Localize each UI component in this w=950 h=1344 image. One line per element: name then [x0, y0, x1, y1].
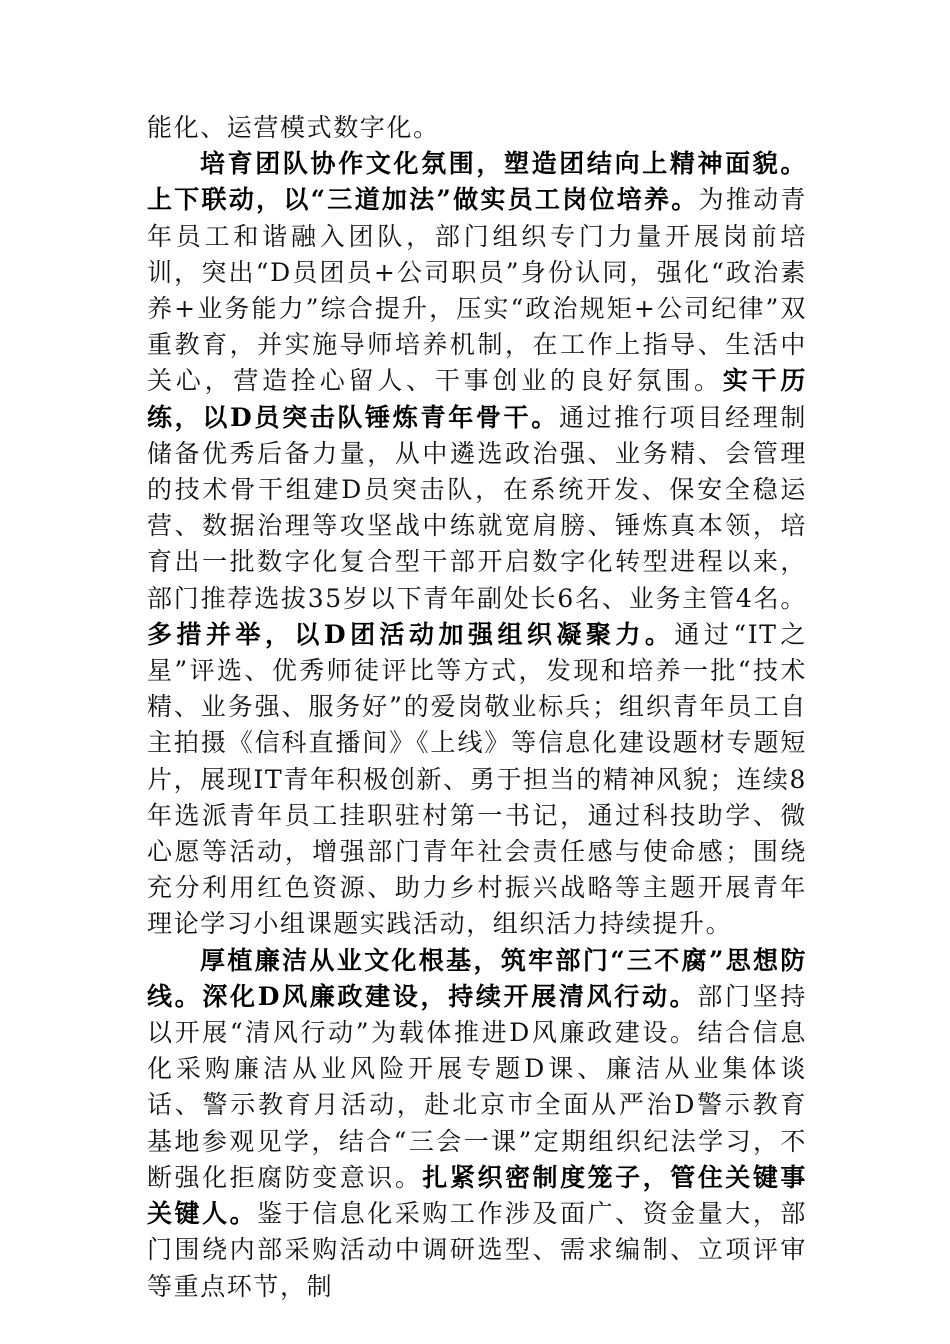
paragraph-integrity-culture: [147, 943, 807, 1305]
body-commando-team: 通过推行项目经理制储备优秀后备力量，从中遴选政治强、业务精、会管理的技术骨干组建D员突击队，在系统开发、保安全稳运营、数据治理等攻坚战中练就宽肩膀、锤炼真本领，培育出一批数字化复合型干部开启数字化转型进程以来，部门推荐选拔35岁以下青年副处长6名、业务主管4名。: [147, 402, 808, 613]
subheading-commando-team: 实干历练，以D员突击队锤炼青年骨干。: [147, 366, 807, 432]
paragraph-team-culture: [147, 146, 807, 942]
body-group-activities: 通过“IT之星”评选、优秀师徒评比等方式，发现和培养一批“技术精、业务强、服务好”的爱岗敬业标兵；组织青年员工自主拍摄《信科直播间》《上线》等信息化建设题材专题短片，展现IT青年积极创新、勇于担当的精神风貌；连续8年选派青年员工挂职驻村第一书记，通过科技助学、微心愿等活动，增强部门青年社会责任感与使命感；围绕充分利用红色资源、助力乡村振兴战略等主题开展青年理论学习小组课题实践活动，组织活力持续提升。: [147, 619, 807, 939]
section-heading-team-culture: 培育团队协作文化氛围，塑造团结向上精神面貌。: [200, 149, 807, 179]
body-system-cage: 鉴于信息化采购工作涉及面广、资金量大，部门围绕内部采购活动中调研选型、需求编制、立项评审等重点环节，制: [147, 1199, 807, 1301]
body-clean-wind: 部门坚持以开展“清风行动”为载体推进D风廉政建设。结合信息化采购廉洁从业风险开展专题D课、廉洁从业集体谈话、警示教育月活动，赴北京市全面从严治D警示教育基地参观见学，结合“三会一课”定期组织纪法学习，不断强化拒腐防变意识。: [147, 981, 808, 1192]
paragraph-continuation: [147, 110, 807, 146]
subheading-group-activities: 多措并举，以D团活动加强组织凝聚力。: [147, 619, 675, 649]
subheading-system-cage: 扎紧织密制度笼子，管住关键事关键人。: [147, 1162, 807, 1229]
continuation-text: 能化、运营模式数字化。: [147, 113, 440, 142]
subheading-job-training: 上下联动，以“三道加法”做实员工岗位培养。: [147, 185, 699, 215]
subheading-clean-wind: 深化D风廉政建设，持续开展清风行动。: [202, 981, 698, 1011]
section-heading-integrity: 厚植廉洁从业文化根基，筑牢部门“三不腐”思想防线。: [147, 945, 807, 1011]
body-job-training: 为推动青年员工和谐融入团队，部门组织专门力量开展岗前培训，突出“D员团员+公司职员”身份认同，强化“政治素养+业务能力”综合提升，压实“政治规矩+公司纪律”双重教育，并实施导师培养机制，在工作上指导、生活中关心，营造拴心留人、干事创业的良好氛围。: [147, 185, 807, 396]
document-page: [147, 110, 807, 1305]
